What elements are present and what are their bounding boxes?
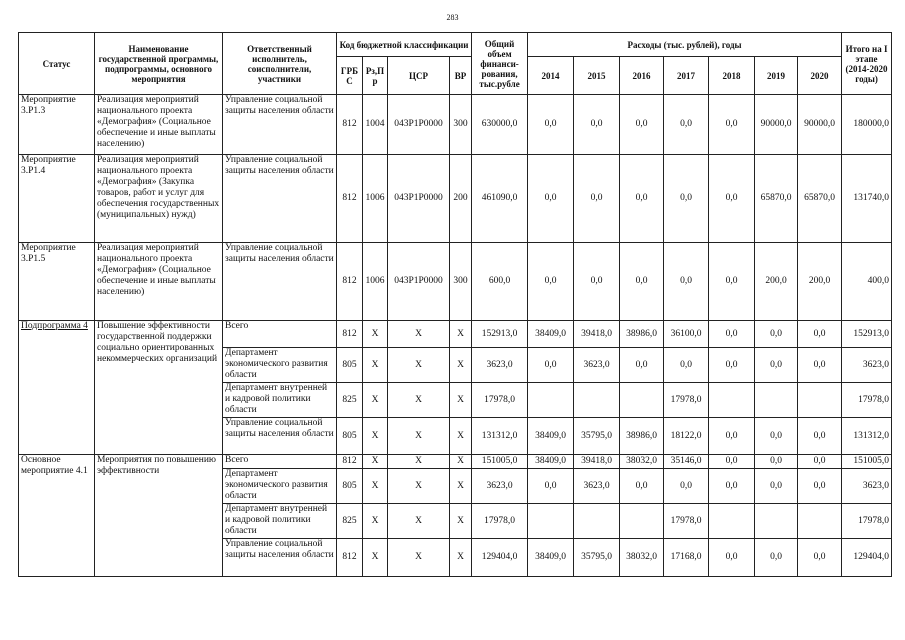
header-stage-total: Итого на I этапе (2014-2020 годы) <box>842 33 892 95</box>
grbs-cell: 825 <box>337 504 363 539</box>
year-cell <box>755 504 798 539</box>
stage-total-cell: 131312,0 <box>842 418 892 455</box>
responsible-cell: Управление социальной защиты населения области <box>223 418 337 455</box>
year-cell: 0,0 <box>755 321 798 348</box>
rzpr-cell: Х <box>363 455 388 469</box>
header-expenses: Расходы (тыс. рублей), годы <box>528 33 842 57</box>
csr-cell: Х <box>388 383 450 418</box>
year-cell: 90000,0 <box>755 95 798 155</box>
year-cell <box>620 383 664 418</box>
year-cell <box>528 504 574 539</box>
csr-cell: Х <box>388 455 450 469</box>
status-cell: Мероприятие 3.Р1.5 <box>19 243 95 321</box>
year-cell: 17168,0 <box>664 539 709 577</box>
vr-cell: Х <box>450 418 472 455</box>
year-cell: 65870,0 <box>755 155 798 243</box>
csr-cell: Х <box>388 321 450 348</box>
total-cell: 17978,0 <box>472 504 528 539</box>
year-cell: 0,0 <box>709 95 755 155</box>
vr-cell: Х <box>450 469 472 504</box>
grbs-cell: 805 <box>337 348 363 383</box>
header-year-2016: 2016 <box>620 57 664 95</box>
year-cell: 35146,0 <box>664 455 709 469</box>
year-cell <box>709 383 755 418</box>
year-cell: 0,0 <box>755 418 798 455</box>
year-cell: 0,0 <box>528 348 574 383</box>
year-cell: 0,0 <box>664 155 709 243</box>
year-cell: 0,0 <box>574 155 620 243</box>
rzpr-cell: 1006 <box>363 243 388 321</box>
header-year-2018: 2018 <box>709 57 755 95</box>
header-budget-code: Код бюджетной классификации <box>337 33 472 57</box>
rzpr-cell: Х <box>363 383 388 418</box>
vr-cell: 200 <box>450 155 472 243</box>
year-cell: 65870,0 <box>798 155 842 243</box>
responsible-cell: Управление социальной защиты населения области <box>223 243 337 321</box>
year-cell: 0,0 <box>709 321 755 348</box>
year-cell: 39418,0 <box>574 321 620 348</box>
year-cell: 0,0 <box>709 455 755 469</box>
name-cell: Мероприятия по повышению эффективности <box>95 455 223 577</box>
grbs-cell: 812 <box>337 95 363 155</box>
rzpr-cell: 1006 <box>363 155 388 243</box>
responsible-cell: Управление социальной защиты населения области <box>223 95 337 155</box>
year-cell: 0,0 <box>755 455 798 469</box>
responsible-cell: Всего <box>223 455 337 469</box>
year-cell: 0,0 <box>620 155 664 243</box>
year-cell <box>574 504 620 539</box>
header-name: Наименование государственной программы, подпрограммы, основного мероприятия <box>95 33 223 95</box>
year-cell <box>755 383 798 418</box>
year-cell: 0,0 <box>528 155 574 243</box>
year-cell: 0,0 <box>755 539 798 577</box>
name-cell: Повышение эффективности государственной поддержки социально ориентированных некоммерческих организаций <box>95 321 223 455</box>
total-cell: 129404,0 <box>472 539 528 577</box>
vr-cell: Х <box>450 539 472 577</box>
year-cell: 0,0 <box>709 418 755 455</box>
name-cell: Реализация мероприятий национального проекта «Демография» (Социальное обеспечение и иные выплаты населению) <box>95 95 223 155</box>
csr-cell: Х <box>388 469 450 504</box>
year-cell: 17978,0 <box>664 383 709 418</box>
total-cell: 3623,0 <box>472 469 528 504</box>
stage-total-cell: 400,0 <box>842 243 892 321</box>
status-cell: Основное мероприятие 4.1 <box>19 455 95 577</box>
year-cell: 17978,0 <box>664 504 709 539</box>
year-cell: 38409,0 <box>528 321 574 348</box>
table-row <box>19 155 892 243</box>
header-rzpr: Рз,П р <box>363 57 388 95</box>
responsible-cell: Департамент внутренней и кадровой политики области <box>223 504 337 539</box>
grbs-cell: 812 <box>337 455 363 469</box>
vr-cell: 300 <box>450 95 472 155</box>
year-cell: 0,0 <box>709 469 755 504</box>
name-cell: Реализация мероприятий национального проекта «Демография» (Закупка товаров, работ и услуг для обеспечения государственных (муниципальных) нужд) <box>95 155 223 243</box>
header-year-2017: 2017 <box>664 57 709 95</box>
header-vr: ВР <box>450 57 472 95</box>
year-cell: 0,0 <box>755 469 798 504</box>
stage-total-cell: 180000,0 <box>842 95 892 155</box>
header-year-2020: 2020 <box>798 57 842 95</box>
status-cell: Мероприятие 3.Р1.3 <box>19 95 95 155</box>
year-cell <box>528 383 574 418</box>
csr-cell: Х <box>388 418 450 455</box>
stage-total-cell: 17978,0 <box>842 383 892 418</box>
year-cell: 39418,0 <box>574 455 620 469</box>
total-cell: 17978,0 <box>472 383 528 418</box>
year-cell: 0,0 <box>798 455 842 469</box>
csr-cell: 043Р1Р0000 <box>388 243 450 321</box>
year-cell <box>620 504 664 539</box>
total-cell: 152913,0 <box>472 321 528 348</box>
year-cell: 0,0 <box>664 243 709 321</box>
vr-cell: Х <box>450 504 472 539</box>
year-cell: 0,0 <box>709 539 755 577</box>
year-cell: 0,0 <box>798 469 842 504</box>
rzpr-cell: Х <box>363 539 388 577</box>
year-cell: 0,0 <box>528 243 574 321</box>
header-year-2015: 2015 <box>574 57 620 95</box>
vr-cell: 300 <box>450 243 472 321</box>
stage-total-cell: 17978,0 <box>842 504 892 539</box>
header-grbs: ГРБ С <box>337 57 363 95</box>
year-cell: 38986,0 <box>620 321 664 348</box>
csr-cell: Х <box>388 539 450 577</box>
status-cell: Подпрограмма 4 <box>19 321 95 455</box>
stage-total-cell: 129404,0 <box>842 539 892 577</box>
responsible-cell: Управление социальной защиты населения области <box>223 155 337 243</box>
year-cell: 0,0 <box>664 469 709 504</box>
responsible-cell: Всего <box>223 321 337 348</box>
grbs-cell: 805 <box>337 469 363 504</box>
year-cell: 38409,0 <box>528 418 574 455</box>
header-year-2019: 2019 <box>755 57 798 95</box>
stage-total-cell: 152913,0 <box>842 321 892 348</box>
year-cell: 0,0 <box>798 539 842 577</box>
year-cell: 0,0 <box>620 95 664 155</box>
year-cell: 0,0 <box>528 95 574 155</box>
page-number: 283 <box>446 13 459 22</box>
year-cell: 200,0 <box>798 243 842 321</box>
stage-total-cell: 131740,0 <box>842 155 892 243</box>
grbs-cell: 805 <box>337 418 363 455</box>
header-total-volume: Общий объем финанси-рования, тыс.рубле <box>472 33 528 95</box>
year-cell: 0,0 <box>798 348 842 383</box>
year-cell <box>798 383 842 418</box>
header-responsible: Ответственный исполнитель, соисполнители, участники <box>223 33 337 95</box>
table-row <box>19 243 892 321</box>
year-cell: 90000,0 <box>798 95 842 155</box>
year-cell: 0,0 <box>620 469 664 504</box>
year-cell: 0,0 <box>798 418 842 455</box>
year-cell: 3623,0 <box>574 469 620 504</box>
rzpr-cell: Х <box>363 348 388 383</box>
vr-cell: Х <box>450 455 472 469</box>
vr-cell: Х <box>450 321 472 348</box>
year-cell: 36100,0 <box>664 321 709 348</box>
table-row <box>19 95 892 155</box>
year-cell: 200,0 <box>755 243 798 321</box>
csr-cell: Х <box>388 504 450 539</box>
header-year-2014: 2014 <box>528 57 574 95</box>
year-cell <box>574 383 620 418</box>
rzpr-cell: Х <box>363 418 388 455</box>
year-cell: 0,0 <box>664 348 709 383</box>
year-cell: 3623,0 <box>574 348 620 383</box>
rzpr-cell: Х <box>363 321 388 348</box>
responsible-cell: Департамент экономического развития области <box>223 469 337 504</box>
grbs-cell: 812 <box>337 243 363 321</box>
total-cell: 600,0 <box>472 243 528 321</box>
status-cell: Мероприятие 3.Р1.4 <box>19 155 95 243</box>
year-cell: 35795,0 <box>574 418 620 455</box>
header-csr: ЦСР <box>388 57 450 95</box>
year-cell: 38032,0 <box>620 539 664 577</box>
year-cell: 0,0 <box>709 348 755 383</box>
table-row <box>19 321 892 348</box>
total-cell: 461090,0 <box>472 155 528 243</box>
year-cell: 0,0 <box>709 243 755 321</box>
year-cell: 0,0 <box>574 243 620 321</box>
csr-cell: 043Р1Р0000 <box>388 155 450 243</box>
year-cell: 18122,0 <box>664 418 709 455</box>
rzpr-cell: Х <box>363 469 388 504</box>
year-cell: 0,0 <box>798 321 842 348</box>
year-cell: 0,0 <box>528 469 574 504</box>
grbs-cell: 825 <box>337 383 363 418</box>
rzpr-cell: Х <box>363 504 388 539</box>
year-cell <box>709 504 755 539</box>
rzpr-cell: 1004 <box>363 95 388 155</box>
total-cell: 630000,0 <box>472 95 528 155</box>
header-status: Статус <box>19 33 95 95</box>
year-cell: 0,0 <box>709 155 755 243</box>
year-cell: 0,0 <box>755 348 798 383</box>
total-cell: 131312,0 <box>472 418 528 455</box>
vr-cell: Х <box>450 348 472 383</box>
grbs-cell: 812 <box>337 321 363 348</box>
stage-total-cell: 3623,0 <box>842 469 892 504</box>
name-cell: Реализация мероприятий национального проекта «Демография» (Социальное обеспечение и иные выплаты населению) <box>95 243 223 321</box>
year-cell: 35795,0 <box>574 539 620 577</box>
total-cell: 151005,0 <box>472 455 528 469</box>
grbs-cell: 812 <box>337 155 363 243</box>
total-cell: 3623,0 <box>472 348 528 383</box>
year-cell: 0,0 <box>620 348 664 383</box>
table-row <box>19 455 892 469</box>
csr-cell: Х <box>388 348 450 383</box>
grbs-cell: 812 <box>337 539 363 577</box>
stage-total-cell: 3623,0 <box>842 348 892 383</box>
year-cell: 38032,0 <box>620 455 664 469</box>
csr-cell: 043Р1Р0000 <box>388 95 450 155</box>
vr-cell: Х <box>450 383 472 418</box>
budget-table <box>18 32 892 577</box>
year-cell: 0,0 <box>664 95 709 155</box>
year-cell: 38986,0 <box>620 418 664 455</box>
responsible-cell: Департамент экономического развития области <box>223 348 337 383</box>
stage-total-cell: 151005,0 <box>842 455 892 469</box>
year-cell: 0,0 <box>620 243 664 321</box>
year-cell: 38409,0 <box>528 539 574 577</box>
responsible-cell: Департамент внутренней и кадровой политики области <box>223 383 337 418</box>
year-cell <box>798 504 842 539</box>
year-cell: 0,0 <box>574 95 620 155</box>
responsible-cell: Управление социальной защиты населения области <box>223 539 337 577</box>
year-cell: 38409,0 <box>528 455 574 469</box>
